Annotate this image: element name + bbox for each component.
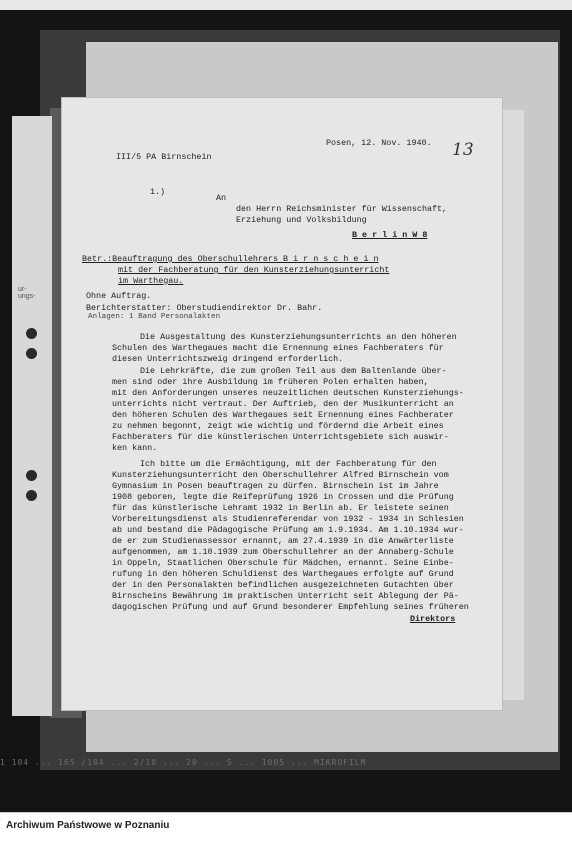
body-line: Fachberaters für die künstlerischen Unterrichtsgebiete sich auswir- [112, 432, 449, 442]
body-line: für das künstlerische Lehramt 1932 in Berlin ab. Er leistete seinen [112, 503, 449, 513]
body-line: ken kann. [112, 443, 158, 453]
body-line: Birnscheins Bewährung im praktischen Unterricht seit Ablegung der Pä- [112, 591, 459, 601]
body-line: Die Lehrkräfte, die zum großen Teil aus dem Baltenlande über- [140, 366, 447, 376]
archive-footer [0, 812, 572, 841]
body-line: in Oppeln, Staatlichen Oberschule für Mädchen, ernannt. Seine Einbe- [112, 558, 454, 568]
body-line: Die Ausgestaltung des Kunsterziehungsunterrichts an den höheren [140, 332, 457, 342]
filmstrip-caption: 1 104 ... 165 /104 ... 2/10 ... 20 ... S ... 1005 ... MIKROFILM [0, 758, 367, 767]
place-date: Posen, 12. Nov. 1940. [326, 138, 432, 148]
body-line: 1908 geboren, legte die Reifeprüfung 1926 in Crossen und die Prüfung [112, 492, 454, 502]
body-line: men sind oder ihre Ausbildung im früheren Polen erhalten haben, [112, 377, 429, 387]
subject-line-2: mit der Fachberatung für den Kunsterziehungsunterricht [118, 265, 390, 275]
body-line: mit den Anforderungen unseres neuzeitlichen deutschen Kunsterziehungs- [112, 388, 464, 398]
punch-hole [26, 470, 37, 481]
body-line: de er zum Studienassessor ernannt, am 27.4.1939 in die Anwärterliste [112, 536, 454, 546]
body-line: dagogischen Prüfung und auf Grund besonderer Empfehlung seines früheren [112, 602, 469, 612]
body-line: zu nehmen begonnt, zeigt wie wichtig und fördernd die Arbeit eines [112, 421, 444, 431]
punch-hole [26, 490, 37, 501]
body-line: diesen Unterrichtszweig dringend erforderlich. [112, 354, 344, 364]
body-line: rufung in den höheren Schuldienst des Warthegaues erfolgte auf Grund [112, 569, 454, 579]
punch-hole [26, 328, 37, 339]
body-line: Ich bitte um die Ermächtigung, mit der Fachberatung für den [140, 459, 437, 469]
archive-name: Archiwum Państwowe w Poznaniu [6, 820, 170, 831]
recipient-city: B e r l i n W 8 [352, 230, 428, 240]
body-line: aufgenommen, am 1.10.1939 zum Oberschullehrer an der Annaberg-Schule [112, 547, 454, 557]
berichterstatter: Berichterstatter: Oberstudiendirektor Dr. Bahr. [86, 303, 323, 313]
side-note: ur- ungs- [18, 286, 36, 300]
to-label: An [216, 193, 227, 203]
body-line: den höheren Schulen des Warthegaues seit Ernennung eines Fachberater [112, 410, 454, 420]
body-line: unterrichts nicht vertraut. Der Auftrieb, den der Musikunterricht an [112, 399, 454, 409]
recipient-line-2: Erziehung und Volksbildung [236, 215, 367, 225]
body-line: Schulen des Warthegaues macht die Ernennung eines Fachberaters für [112, 343, 444, 353]
body-line: Vorbereitungsdienst als Studienreferendar von 1932 - 1934 in Schlesien [112, 514, 464, 524]
anlagen: Anlagen: 1 Band Personalakten [88, 313, 221, 321]
left-underlying-sheet [12, 116, 52, 716]
top-border-strip [0, 0, 572, 10]
body-line: Gymnasium in Posen beauftragen zu dürfen. Birnschein ist im Jahre [112, 481, 439, 491]
body-line: Direktors [410, 614, 456, 624]
body-line: der in den Personalakten befindlichen ausgezeichneten Gutachten über [112, 580, 454, 590]
enclosure-number: 1.) [150, 187, 166, 197]
right-page-edge [500, 110, 524, 700]
subject-line-3: im Warthegau. [118, 276, 184, 286]
punch-hole [26, 348, 37, 359]
ohne-auftrag: Ohne Auftrag. [86, 291, 152, 301]
subject-line-1: Betr.:Beauftragung des Oberschullehrers B i r n s c h e i n [82, 254, 379, 264]
body-line: Kunsterziehungsunterricht den Oberschullehrer Alfred Birnschein vom [112, 470, 449, 480]
file-reference: III/5 PA Birnschein [116, 152, 212, 162]
handwritten-number: 13 [452, 140, 474, 160]
body-line: ab und bestand die Pädagogische Prüfung am 1.9.1934. Am 1.10.1934 wur- [112, 525, 464, 535]
recipient-line-1: den Herrn Reichsminister für Wissenschaft, [236, 204, 448, 214]
